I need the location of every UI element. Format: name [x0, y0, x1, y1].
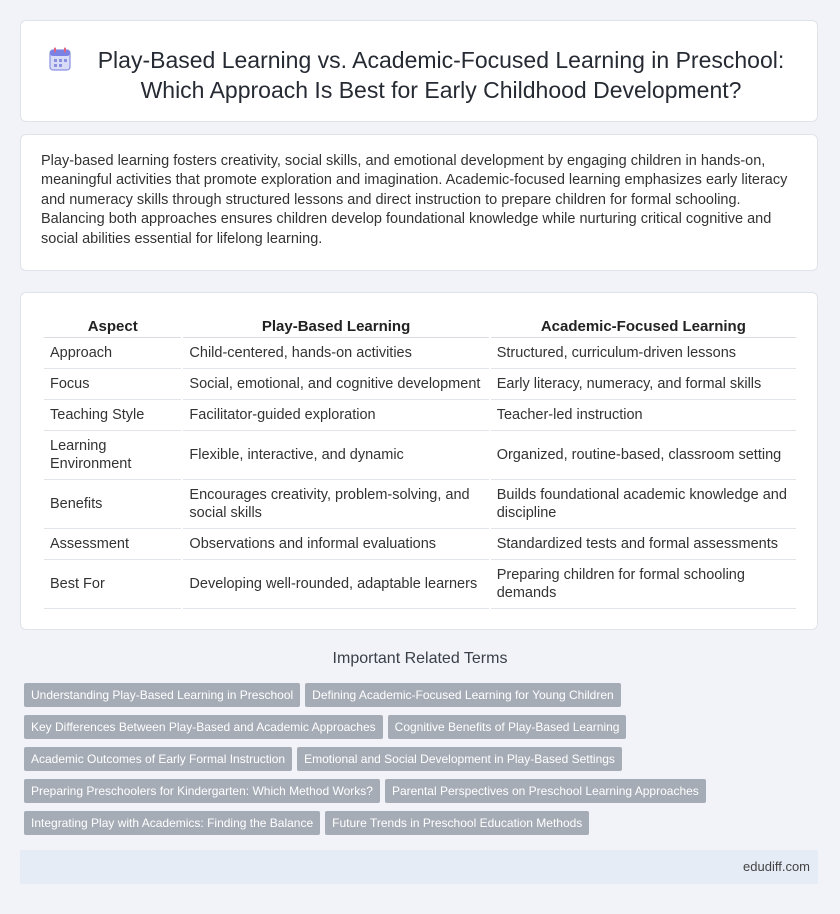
- calendar-icon: [49, 47, 71, 71]
- table-row: [44, 431, 796, 480]
- table-cell: Organized, routine-based, classroom setting: [491, 431, 796, 480]
- footer-site-link[interactable]: edudiff.com: [743, 859, 810, 874]
- related-term-tag[interactable]: Integrating Play with Academics: Finding the Balance: [24, 811, 320, 835]
- table-cell: Facilitator-guided exploration: [183, 400, 488, 431]
- table-cell: Teacher-led instruction: [491, 400, 796, 431]
- table-cell: Developing well-rounded, adaptable learners: [183, 560, 488, 609]
- column-header-play-based: Play-Based Learning: [183, 315, 488, 338]
- table-cell: Approach: [44, 338, 181, 369]
- table-cell: Teaching Style: [44, 400, 181, 431]
- table-cell: Assessment: [44, 529, 181, 560]
- related-term-tag[interactable]: Understanding Play-Based Learning in Preschool: [24, 683, 300, 707]
- table-row: [44, 400, 796, 431]
- table-cell: Standardized tests and formal assessments: [491, 529, 796, 560]
- related-term-tag[interactable]: Key Differences Between Play-Based and Academic Approaches: [24, 715, 383, 739]
- related-terms-list: [24, 683, 824, 843]
- table-row: [44, 369, 796, 400]
- related-term-tag[interactable]: Future Trends in Preschool Education Methods: [325, 811, 589, 835]
- table-row: [44, 529, 796, 560]
- table-row: [44, 480, 796, 529]
- page-title: Play-Based Learning vs. Academic-Focused Learning in Preschool: Which Approach Is Best for Early Childhood Development?: [97, 47, 785, 103]
- title-card: [20, 20, 818, 122]
- related-term-tag[interactable]: Parental Perspectives on Preschool Learning Approaches: [385, 779, 706, 803]
- table-cell: Observations and informal evaluations: [183, 529, 488, 560]
- table-cell: Best For: [44, 560, 181, 609]
- table-cell: Learning Environment: [44, 431, 181, 480]
- table-cell: Flexible, interactive, and dynamic: [183, 431, 488, 480]
- table-cell: Builds foundational academic knowledge and discipline: [491, 480, 796, 529]
- related-terms-heading: Important Related Terms: [332, 650, 508, 667]
- related-term-tag[interactable]: Cognitive Benefits of Play-Based Learning: [388, 715, 627, 739]
- comparison-table: [42, 315, 798, 609]
- table-cell: Structured, curriculum-driven lessons: [491, 338, 796, 369]
- table-cell: Child-centered, hands-on activities: [183, 338, 488, 369]
- related-term-tag[interactable]: Preparing Preschoolers for Kindergarten: Which Method Works?: [24, 779, 380, 803]
- table-cell: Preparing children for formal schooling demands: [491, 560, 796, 609]
- related-term-tag[interactable]: Defining Academic-Focused Learning for Young Children: [305, 683, 621, 707]
- table-cell: Encourages creativity, problem-solving, and social skills: [183, 480, 488, 529]
- column-header-aspect: Aspect: [44, 315, 181, 338]
- related-term-tag[interactable]: Emotional and Social Development in Play-Based Settings: [297, 747, 622, 771]
- table-row: [44, 560, 796, 609]
- intro-card: [20, 134, 818, 271]
- footer: [20, 850, 818, 884]
- table-cell: Early literacy, numeracy, and formal skills: [491, 369, 796, 400]
- related-term-tag[interactable]: Academic Outcomes of Early Formal Instruction: [24, 747, 292, 771]
- table-cell: Focus: [44, 369, 181, 400]
- intro-paragraph: Play-based learning fosters creativity, social skills, and emotional development by engaging children in hands-on, meaningful activities that promote exploration and imagination. Academic-focused learning emphasizes early literacy and numeracy skills through structured lessons and direct instruction to prepare children for formal schooling. Balancing both approaches ensures children develop foundational knowledge while nurturing critical cognitive and social abilities essential for lifelong learning.: [41, 153, 788, 247]
- table-row: [44, 338, 796, 369]
- table-cell: Social, emotional, and cognitive development: [183, 369, 488, 400]
- comparison-card: [20, 292, 818, 630]
- column-header-academic: Academic-Focused Learning: [491, 315, 796, 338]
- table-cell: Benefits: [44, 480, 181, 529]
